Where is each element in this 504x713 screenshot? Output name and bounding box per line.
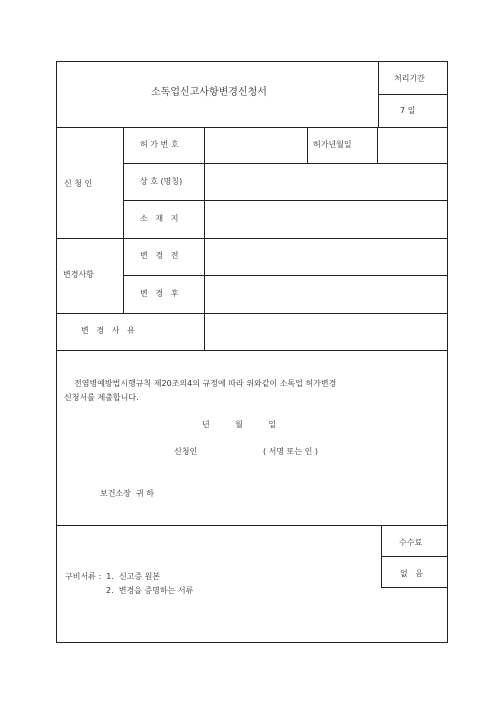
required-documents-label: 구비서류 : 1. 신고증 원본 <box>65 572 161 581</box>
change-items-label: 변경사항 <box>63 270 94 279</box>
column-divider <box>204 127 205 350</box>
row-divider <box>57 238 447 239</box>
fee-label: 수수료 <box>399 538 423 547</box>
column-divider <box>307 127 308 163</box>
row-divider <box>381 556 447 557</box>
column-divider <box>123 127 124 313</box>
row-divider <box>57 525 447 526</box>
row-divider <box>57 313 447 314</box>
permit-number-label: 허 가 번 호 <box>140 140 179 149</box>
column-divider <box>378 62 379 127</box>
processing-period-label: 처리기간 <box>394 74 425 83</box>
column-divider <box>377 127 378 163</box>
row-divider <box>57 350 447 351</box>
processing-period-value: 7 일 <box>400 106 416 115</box>
application-form <box>56 61 448 643</box>
applicant-label: 신 청 인 <box>64 179 93 188</box>
row-divider <box>57 127 447 128</box>
fee-value: 없 음 <box>400 569 424 578</box>
applicant-signature-label: 신청인 <box>174 447 198 456</box>
change-reason-label: 변 경 사 유 <box>81 326 135 335</box>
permit-date-label: 허가년월일 <box>313 140 352 149</box>
recipient-line: 보건소장 귀 하 <box>100 489 154 498</box>
row-divider <box>381 587 447 588</box>
row-divider <box>123 163 447 164</box>
row-divider <box>123 200 447 201</box>
column-divider <box>381 525 382 587</box>
before-change-label: 변 경 전 <box>140 251 179 260</box>
row-divider <box>123 275 447 276</box>
signature-note: ( 서명 또는 인 ) <box>263 447 319 456</box>
after-change-label: 변 경 후 <box>140 289 179 298</box>
form-title: 소독업신고사항변경신청서 <box>151 87 267 98</box>
trade-name-label: 상 호 (명칭) <box>140 177 183 186</box>
date-line: 년 월 일 <box>202 420 277 429</box>
location-label: 소 재 지 <box>140 214 179 223</box>
row-divider <box>378 94 447 95</box>
declaration-line-2: 신청서를 제출합니다. <box>64 393 139 402</box>
required-documents-item-2: 2. 변경을 증명하는 서류 <box>106 586 194 595</box>
declaration-line-1: 전염병예방법시행규칙 제20조의4의 규정에 따라 위와같이 소독업 허가변경 <box>74 379 337 388</box>
